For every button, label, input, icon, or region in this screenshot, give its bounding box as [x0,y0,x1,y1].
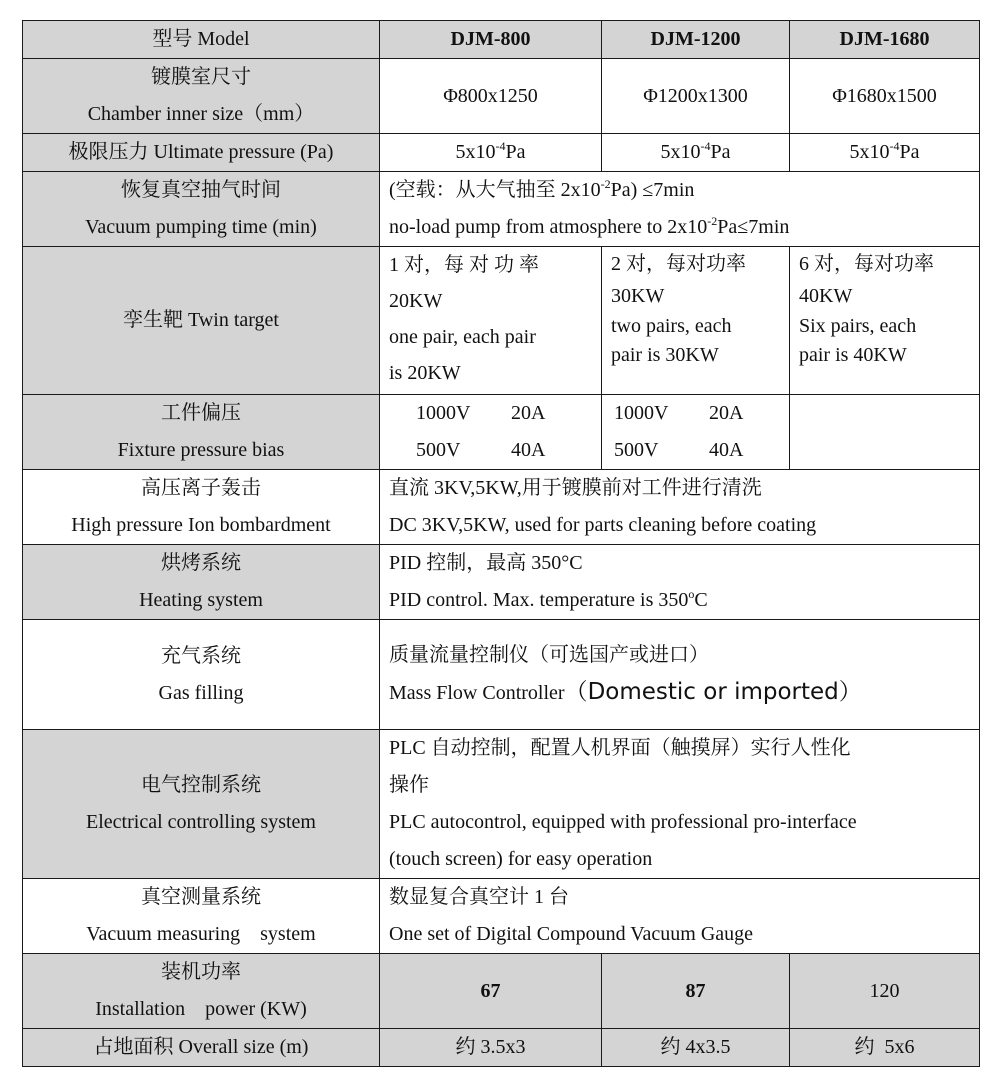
electrical-label-en: Electrical controlling system [86,811,316,833]
electrical-row [23,730,980,879]
vacuum-measure-label-en: Vacuum measuring system [86,923,316,945]
vacuum-measure-row [23,879,980,954]
power-label-en: Installation power (KW) [95,998,307,1020]
twin-target-1200: 2 对，每对功率 30KW two pairs, each pair is 30KW [602,247,790,395]
power-label-zh: 装机功率 [161,961,241,983]
chamber-row [23,59,980,134]
power-row [23,954,980,1029]
overall-value-1680: 约 5x6 [790,1029,980,1067]
pumping-value-en: no-load pump from atmosphere to $2x10^{-2}Pa\le 7\min$ [389,214,790,238]
electrical-value: PLC 自动控制，配置人机界面（触摸屏）实行人性化 操作 PLC autocontrol, equipped with professional pro-interface (touch screen) for easy operation [380,730,980,879]
gas-label [23,620,380,730]
pumping-label-zh: 恢复真空抽气时间 [121,179,281,201]
power-label [23,954,380,1029]
ion-label-en: High pressure Ion bombardment [71,514,331,536]
bias-row [23,395,980,470]
overall-row [23,1029,980,1067]
heating-label-en: Heating system [139,589,263,611]
model-djm-800: DJM-800 [380,21,602,59]
chamber-label-en: Chamber inner size（mm） [87,103,315,125]
heating-label [23,545,380,620]
twin-target-800: 1 对，每 对 功 率 20KW one pair, each pair is 20KW [380,247,602,395]
ion-label [23,470,380,545]
gas-label-en: Gas filling [158,681,244,704]
ion-value-en: DC 3KV,5KW, used for parts cleaning before coating [389,514,817,536]
electrical-label [23,730,380,879]
power-value-800: 67 [380,954,602,1029]
pumping-row [23,172,980,247]
gas-value-en: Mass Flow Controller（Domestic or imported） [389,679,862,705]
heating-label-zh: 烘烤系统 [161,552,241,574]
ion-value-zh: 直流 3KV,5KW,用于镀膜前对工件进行清洗 [389,477,762,499]
chamber-value-1200: Φ1200x1300 [602,59,790,134]
spec-table [22,20,980,1067]
model-row [23,21,980,59]
chamber-label [23,59,380,134]
gas-row [23,620,980,730]
pumping-value [380,172,980,247]
bias-label-en: Fixture pressure bias [117,439,285,461]
heating-row [23,545,980,620]
bias-label-zh: 工件偏压 [161,402,241,424]
gas-label-zh: 充气系统 [161,644,241,667]
twin-target-label: 孪生靶 Twin target [23,247,380,395]
heating-value [380,545,980,620]
bias-value-1680 [790,395,980,470]
ion-value [380,470,980,545]
pumping-value-zh: (空载：从大气抽至 $2x10^{-2}Pa) \le 7\min$ [389,177,695,201]
pressure-value-1680: $5x10^{-4}Pa$ [790,134,980,172]
ion-label-zh: 高压离子轰击 [141,477,261,499]
model-djm-1200: DJM-1200 [602,21,790,59]
electrical-label-zh: 电气控制系统 [141,774,261,796]
overall-value-1200: 约 4x3.5 [602,1029,790,1067]
vacuum-measure-value-zh: 数显复合真空计 1 台 [389,886,569,908]
power-value-1680: 120 [790,954,980,1029]
vacuum-measure-label [23,879,380,954]
pumping-label-en: Vacuum pumping time (min) [85,216,317,238]
bias-value-800: 1000V 20A 500V 40A [380,395,602,470]
heating-value-en: PID control. Max. temperature is 350$^o$C [389,587,708,611]
pressure-row [23,134,980,172]
ion-row [23,470,980,545]
vacuum-measure-value-en: One set of Digital Compound Vacuum Gauge [389,923,754,945]
chamber-value-800: Φ800x1250 [380,59,602,134]
gas-value [380,620,980,730]
spec-table-wrapper [22,20,980,1067]
heating-value-zh: PID 控制，最高 350°C [389,552,583,574]
pressure-value-800: $5x10^{-4}Pa$ [380,134,602,172]
vacuum-measure-label-zh: 真空测量系统 [141,886,261,908]
vacuum-measure-value [380,879,980,954]
overall-label: 占地面积 Overall size (m) [23,1029,380,1067]
power-value-1200: 87 [602,954,790,1029]
twin-target-1680: 6 对，每对功率 40KW Six pairs, each pair is 40KW [790,247,980,395]
overall-value-800: 约 3.5x3 [380,1029,602,1067]
model-djm-1680: DJM-1680 [790,21,980,59]
bias-label [23,395,380,470]
chamber-label-zh: 镀膜室尺寸 [151,66,251,88]
model-label: 型号 Model [23,21,380,59]
chamber-value-1680: Φ1680x1500 [790,59,980,134]
gas-value-zh: 质量流量控制仪（可选国产或进口） [389,644,709,666]
pumping-label [23,172,380,247]
bias-value-1200: 1000V 20A 500V 40A [602,395,790,470]
pressure-value-1200: $5x10^{-4}Pa$ [602,134,790,172]
pressure-label: 极限压力 Ultimate pressure (Pa) [23,134,380,172]
twin-target-row [23,247,980,395]
